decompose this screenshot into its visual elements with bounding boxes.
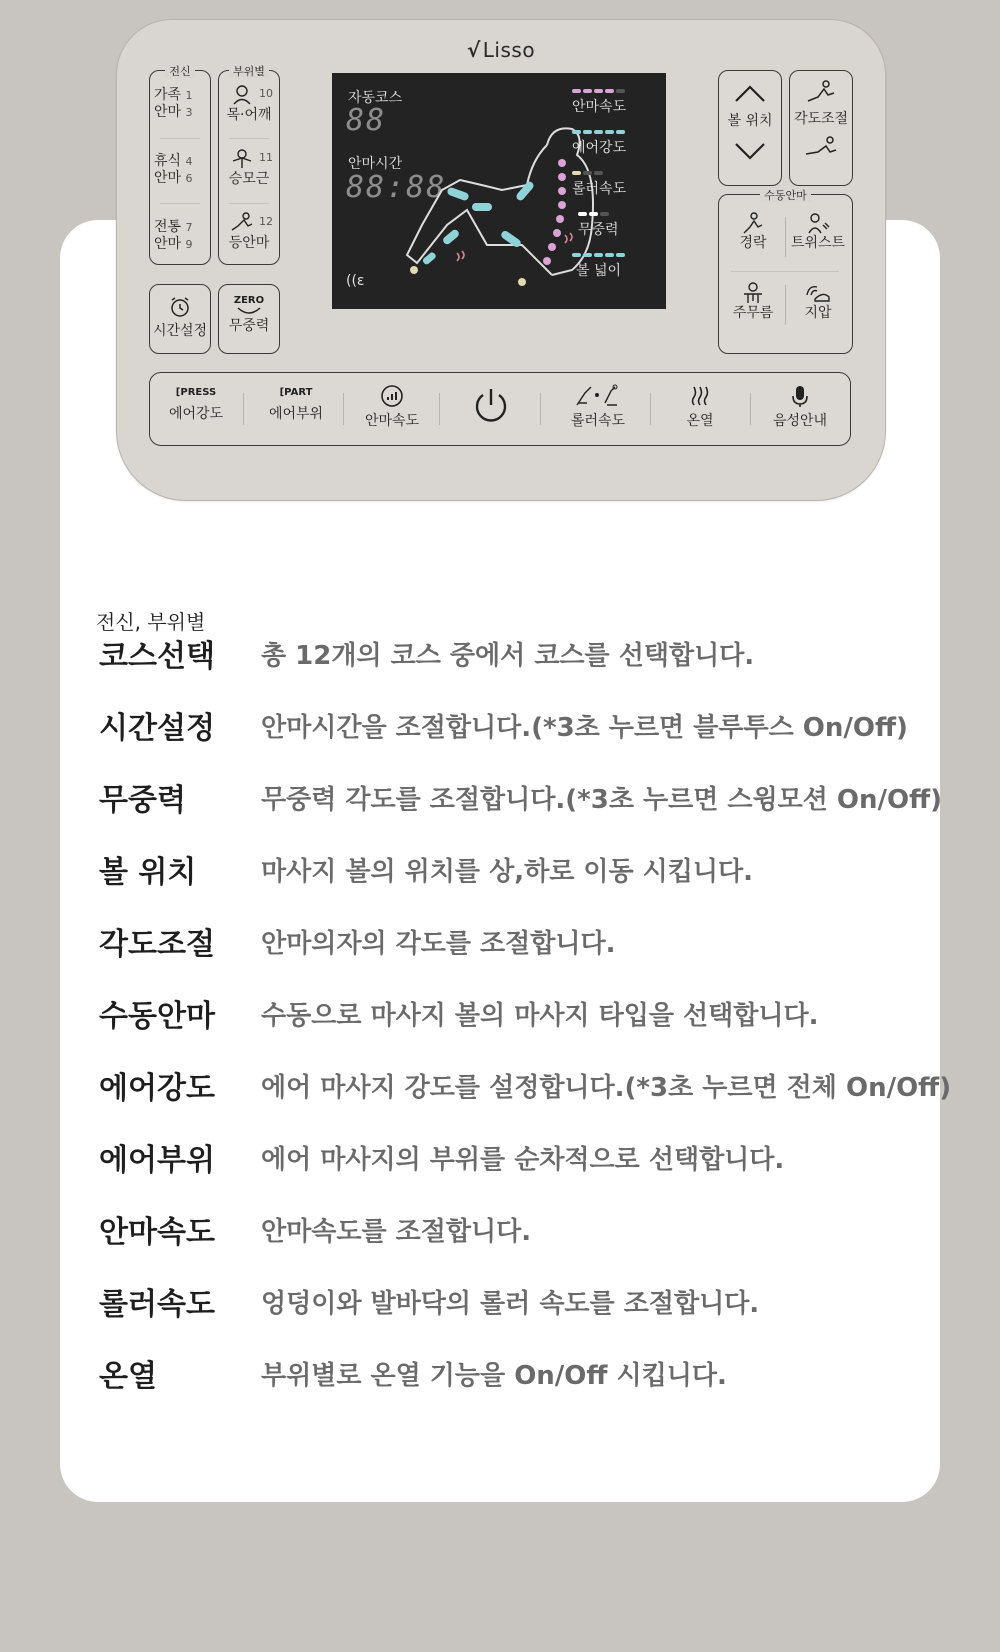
description-term: 에어강도 [99, 1071, 215, 1106]
description-text: 총 12개의 코스 중에서 코스를 선택합니다. [261, 640, 755, 671]
time-setting-label: 시간설정 [152, 323, 208, 339]
description-term: 에어부위 [99, 1143, 215, 1178]
description-term: 수동안마 [99, 999, 215, 1034]
manual-acupressure-button[interactable]: 지압 [787, 281, 849, 322]
power-icon [471, 385, 511, 427]
air-part-icon: [PART [279, 387, 313, 398]
twist-icon [805, 211, 831, 235]
course-family-button[interactable]: 가족 1 안마 3 [154, 87, 193, 120]
microphone-icon [787, 383, 813, 409]
neck-shoulder-icon [231, 84, 253, 106]
ball-up-button[interactable] [730, 81, 770, 105]
course-traditional-button[interactable]: 전통 7 안마 9 [154, 219, 193, 252]
manual-massage-group [718, 189, 853, 354]
by-part-course-group [218, 65, 280, 265]
lcd-indicator-list [572, 89, 652, 294]
air-part-button[interactable]: [PART 에어부위 [252, 381, 340, 423]
description-row [99, 1353, 727, 1393]
description-row [99, 1281, 759, 1321]
description-text: 무중력 각도를 조절합니다.(*3초 누르면 스윙모션 On/Off) [261, 784, 943, 815]
description-text: 엉덩이와 발바닥의 롤러 속도를 조절합니다. [261, 1288, 760, 1319]
lcd-display [332, 73, 666, 309]
description-text: 안마시간을 조절합니다.(*3초 누르면 블루투스 On/Off) [261, 712, 908, 743]
description-term: 코스선택 [99, 639, 215, 674]
zero-gravity-button[interactable] [218, 284, 280, 354]
description-term: 무중력 [99, 783, 186, 818]
by-part-title: 부위별 [229, 65, 269, 78]
description-text: 마사지 볼의 위치를 상,하로 이동 시킵니다. [261, 856, 753, 887]
description-text: 에어 마사지의 부위를 순차적으로 선택합니다. [261, 1144, 785, 1175]
heat-button[interactable]: 온열 [654, 381, 746, 430]
acupressure-icon [803, 281, 833, 305]
description-row [99, 633, 754, 673]
bottom-function-bar [149, 372, 851, 446]
power-button[interactable] [446, 381, 536, 431]
manual-kneading-button[interactable]: 주무름 [723, 281, 783, 322]
recline-down-icon[interactable] [804, 134, 838, 160]
description-row [99, 1137, 784, 1177]
alarm-clock-icon [168, 295, 192, 319]
zero-gravity-icon [236, 306, 262, 316]
description-term: 각도조절 [99, 927, 215, 962]
manual-twist-button[interactable]: 트위스트 [787, 211, 849, 252]
indicator-zero-gravity: 무중력 [572, 212, 652, 253]
manual-meridian-button[interactable]: 경락 [723, 211, 783, 252]
course-rest-button[interactable]: 휴식 4 안마 6 [154, 153, 193, 186]
angle-adjust-label: 각도조절 [793, 111, 849, 127]
description-text: 안마의자의 각도를 조절합니다. [261, 928, 616, 959]
roller-icon [573, 383, 623, 409]
meridian-icon [740, 211, 766, 235]
auto-course-value: 88 [346, 103, 387, 138]
course-trapezius-button[interactable]: 11 승모근 [221, 147, 277, 188]
indicator-roller-speed: 롤러속도 [572, 171, 652, 212]
kneading-icon [740, 281, 766, 305]
zero-gravity-label: 무중력 [228, 318, 270, 334]
description-term: 시간설정 [99, 711, 215, 746]
description-row [99, 705, 908, 745]
speed-gauge-icon [379, 383, 405, 409]
description-text: 안마속도를 조절합니다. [261, 1216, 532, 1247]
recline-up-icon[interactable] [804, 79, 838, 105]
ball-down-button[interactable] [730, 140, 770, 164]
indicator-ball-width: 볼 넓이 [572, 253, 652, 294]
voice-wave-icon: ((ε [346, 273, 365, 289]
description-term: 롤러속도 [99, 1287, 215, 1322]
descriptions-subtitle: 전신, 부위별 [96, 610, 206, 634]
brand-logo: √ Lisso [466, 38, 536, 62]
angle-adjust-control [789, 70, 853, 186]
indicator-massage-speed: 안마속도 [572, 89, 652, 130]
brand-mark: √ [466, 38, 481, 62]
description-text: 수동으로 마사지 볼의 마사지 타입을 선택합니다. [261, 1000, 819, 1031]
whole-body-title: 전신 [165, 65, 194, 78]
description-term: 안마속도 [99, 1215, 215, 1250]
description-term: 온열 [99, 1359, 157, 1394]
ball-position-control [718, 70, 782, 186]
air-press-icon: [PRESS [175, 387, 217, 398]
trapezius-icon [231, 148, 253, 170]
time-setting-button[interactable] [149, 284, 211, 354]
description-row [99, 1065, 951, 1105]
auto-course-label: 자동코스 [348, 90, 403, 106]
remote-controller-panel [116, 19, 886, 501]
manual-massage-title: 수동안마 [760, 189, 811, 202]
back-massage-icon [230, 212, 254, 234]
description-text: 부위별로 온열 기능을 On/Off 시킵니다. [261, 1360, 727, 1391]
description-row [99, 777, 942, 817]
description-row [99, 849, 753, 889]
voice-guide-button[interactable]: 음성안내 [754, 381, 846, 430]
massage-speed-button[interactable]: 안마속도 [350, 381, 434, 430]
heat-icon [687, 383, 713, 409]
ball-position-label: 볼 위치 [727, 113, 773, 129]
description-text: 에어 마사지 강도를 설정합니다.(*3초 누르면 전체 On/Off) [261, 1072, 952, 1103]
roller-speed-button[interactable]: 롤러속도 [548, 381, 648, 430]
description-row [99, 993, 818, 1033]
massage-time-value: 88:88 [346, 170, 447, 205]
indicator-air-strength: 에어강도 [572, 130, 652, 171]
massage-time-label: 안마시간 [348, 156, 403, 172]
description-row [99, 921, 616, 961]
description-term: 볼 위치 [99, 855, 197, 890]
zero-badge: ZERO [233, 295, 265, 306]
whole-body-course-group [149, 65, 211, 265]
description-row [99, 1209, 531, 1249]
air-strength-button[interactable]: [PRESS 에어강도 [156, 381, 236, 423]
course-back-button[interactable]: 12 등안마 [221, 211, 277, 252]
course-neck-shoulder-button[interactable]: 10 목·어깨 [221, 83, 277, 124]
